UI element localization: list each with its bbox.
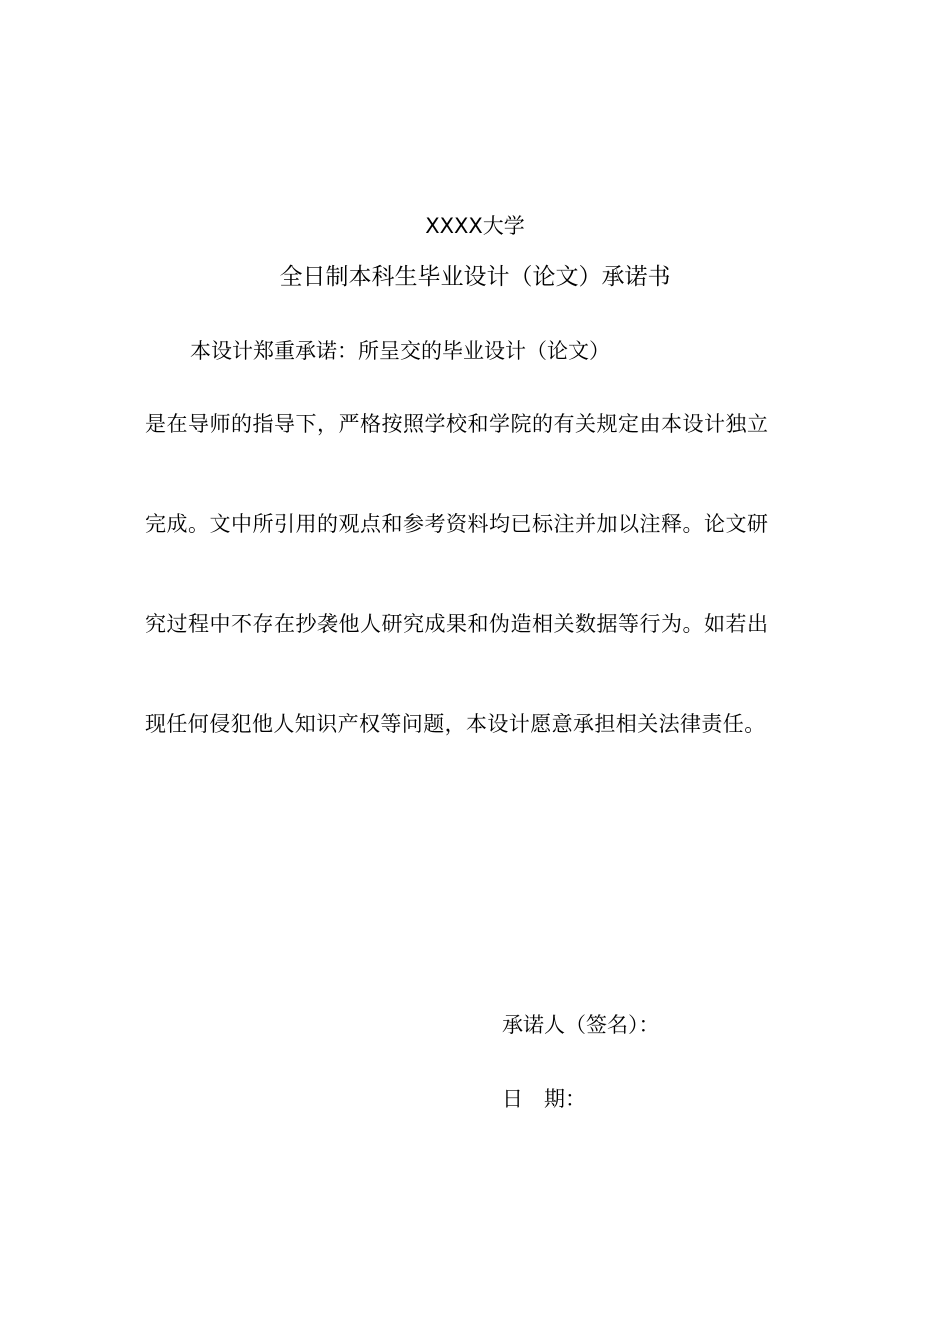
body-line-3: 完成。文中所引用的观点和参考资料均已标注并加以注释。论文研 <box>145 512 769 536</box>
signature-label: 承诺人（签名）： <box>502 1013 660 1037</box>
document-title: 全日制本科生毕业设计（论文）承诺书 <box>279 264 671 290</box>
body-line-1: 本设计郑重承诺：所呈交的毕业设计（论文） <box>190 339 610 363</box>
university-name: XXXX大学 <box>425 214 525 238</box>
date-label: 日 期： <box>502 1087 586 1111</box>
body-line-5: 现任何侵犯他人知识产权等问题，本设计愿意承担相关法律责任。 <box>145 712 766 736</box>
body-line-2: 是在导师的指导下，严格按照学校和学院的有关规定由本设计独立 <box>145 412 769 436</box>
body-line-4: 究过程中不存在抄袭他人研究成果和伪造相关数据等行为。如若出 <box>145 612 769 636</box>
